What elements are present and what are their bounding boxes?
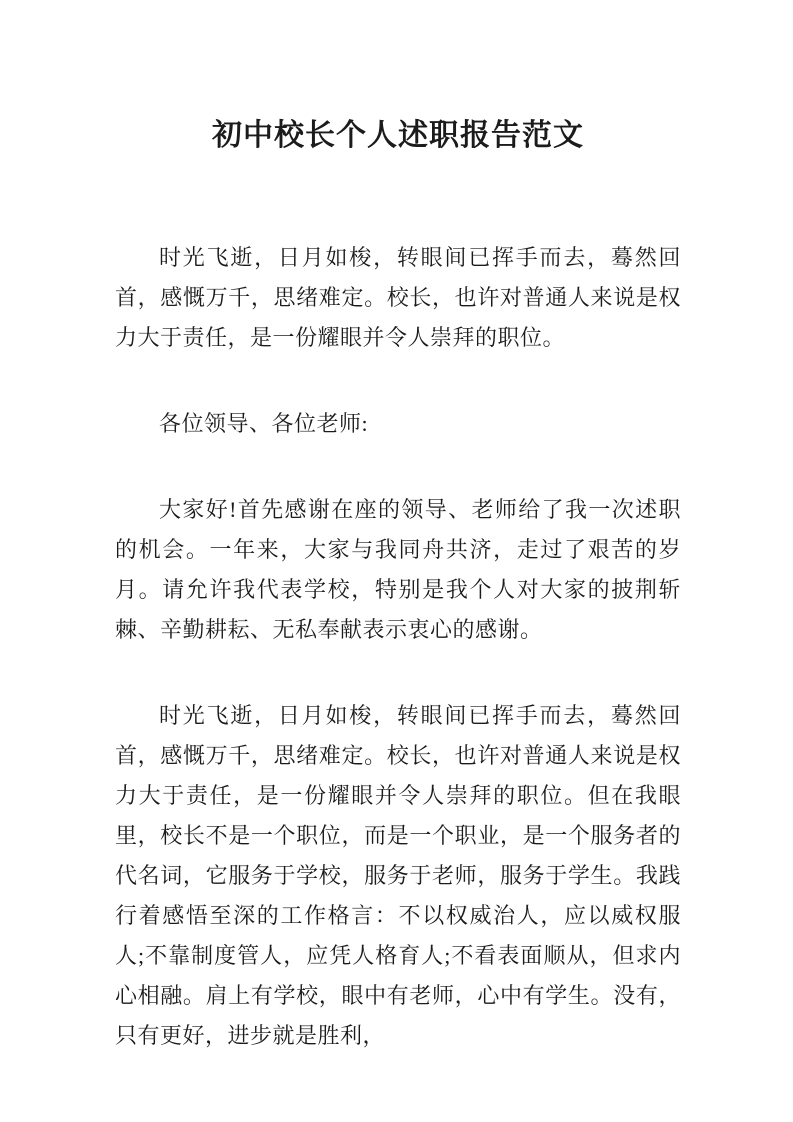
paragraph-greeting-thanks: 大家好!首先感谢在座的领导、老师给了我一次述职的机会。一年来，大家与我同舟共济，走过了艰苦的岁月。请允许我代表学校，特别是我个人对大家的披荆斩棘、辛勤耕耘、无私奉献表示衷心的感谢。 <box>115 497 681 642</box>
paragraph-intro: 时光飞逝，日月如梭，转眼间已挥手而去，蓦然回首，感慨万千，思绪难定。校长，也许对普通人来说是权力大于责任，是一份耀眼并令人崇拜的职位。 <box>115 245 681 350</box>
paragraph-salutation: 各位领导、各位老师: <box>159 411 369 436</box>
document-title: 初中校长个人述职报告范文 <box>212 119 584 152</box>
paragraph-body: 时光飞逝，日月如梭，转眼间已挥手而去，蓦然回首，感慨万千，思绪难定。校长，也许对普通人来说是权力大于责任，是一份耀眼并令人崇拜的职位。但在我眼里，校长不是一个职位，而是一个职业，是一个服务者的代名词，它服务于学校，服务于老师，服务于学生。我践行着感悟至深的工作格言：不以权威治人，应以威权服人;不靠制度管人，应凭人格育人;不看表面顺从，但求内心相融。肩上有学校，眼中有老师，心中有学生。没有，只有更好，进步就是胜利， <box>115 703 681 1048</box>
